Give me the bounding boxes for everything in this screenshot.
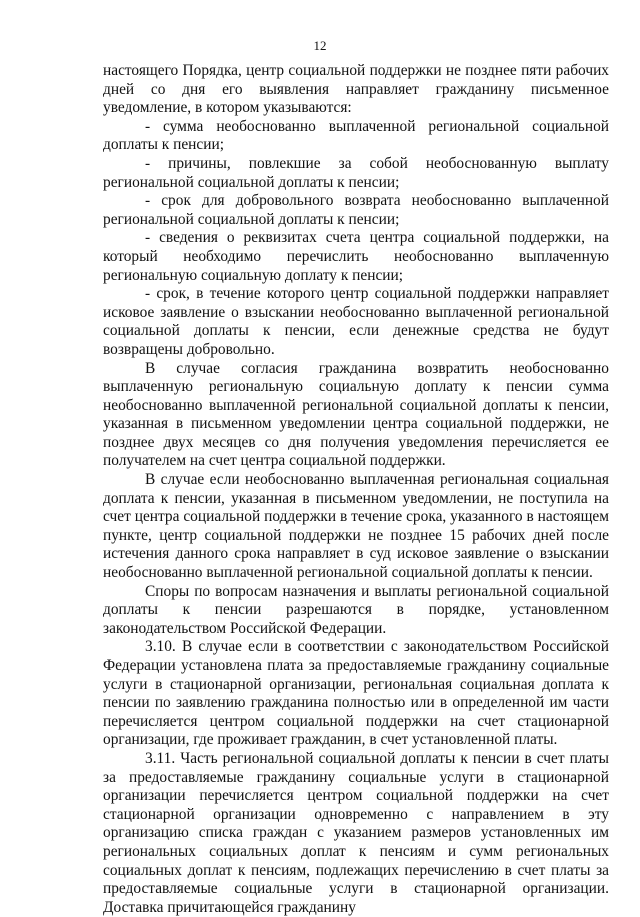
list-item-amount: - сумма необоснованно выплаченной региональной социальной доплаты к пенсии;	[103, 117, 609, 154]
paragraph-court-claim: В случае если необоснованно выплаченная региональная социальная доплата к пенсии, указанная в письменном уведомлении, не поступила на счет центра социальной поддержки в течение срока, указанного в настоящем пункте, центр социальной поддержки не позднее 15 рабочих дней после истечения данного срока направляет в суд исковое заявление о взыскании необоснованно выплаченной региональной социальной доплаты к пенсии.	[103, 471, 609, 582]
page-number: 12	[313, 38, 327, 53]
clause-3-10: 3.10. В случае если в соответствии с законодательством Российской Федерации установлена плата за предоставляемые гражданину социальные услуги в стационарной организации, региональная социальная доплата к пенсии по заявлению гражданина полностью или в определенной им части перечисляется центром социальной поддержки на счет стационарной организации, где проживает гражданин, в счет установленной платы.	[103, 638, 609, 749]
clause-3-11: 3.11. Часть региональной социальной доплаты к пенсии в счет платы за предоставляемые гражданину социальные услуги в стационарной организации перечисляется центром социальной поддержки на счет стационарной организации одновременно с направлением в эту организацию списка граждан с указанием размеров установленных им региональных социальных доплат к пенсиям и сумм региональных социальных доплат к пенсиям, подлежащих перечислению в счет платы за предоставляемые социальные услуги в стационарной организации. Доставка причитающейся гражданину	[103, 749, 609, 916]
list-item-account-details: - сведения о реквизитах счета центра социальной поддержки, на который необходимо перечислить необоснованно выплаченную региональную социальную доплату к пенсии;	[103, 229, 609, 284]
list-item-reasons: - причины, повлекшие за собой необоснованную выплату региональной социальной доплаты к пенсии;	[103, 154, 609, 191]
paragraph-disputes: Споры по вопросам назначения и выплаты региональной социальной доплаты к пенсии разрешаются в порядке, установленном законодательством Российской Федерации.	[103, 582, 609, 637]
document-body	[103, 62, 609, 917]
list-item-return-term: - срок для добровольного возврата необоснованно выплаченной региональной социальной доплаты к пенсии;	[103, 192, 609, 228]
list-item-lawsuit-term: - срок, в течение которого центр социальной поддержки направляет исковое заявление о взыскании необоснованно выплаченной региональной социальной доплаты к пенсии, если денежные средства не будут возвращены добровольно.	[103, 285, 609, 358]
paragraph-voluntary-return: В случае согласия гражданина возвратить необоснованно выплаченную региональную социальную доплату к пенсии сумма необоснованно выплаченной региональной социальной доплаты к пенсии, указанная в письменном уведомлении центра социальной поддержки, не позднее двух месяцев со дня получения уведомления перечисляется ее получателем на счет центра социальной поддержки.	[103, 359, 609, 470]
paragraph-continuation: настоящего Порядка, центр социальной поддержки не позднее пяти рабочих дней со дня его выявления направляет гражданину письменное уведомление, в котором указываются:	[103, 62, 609, 117]
